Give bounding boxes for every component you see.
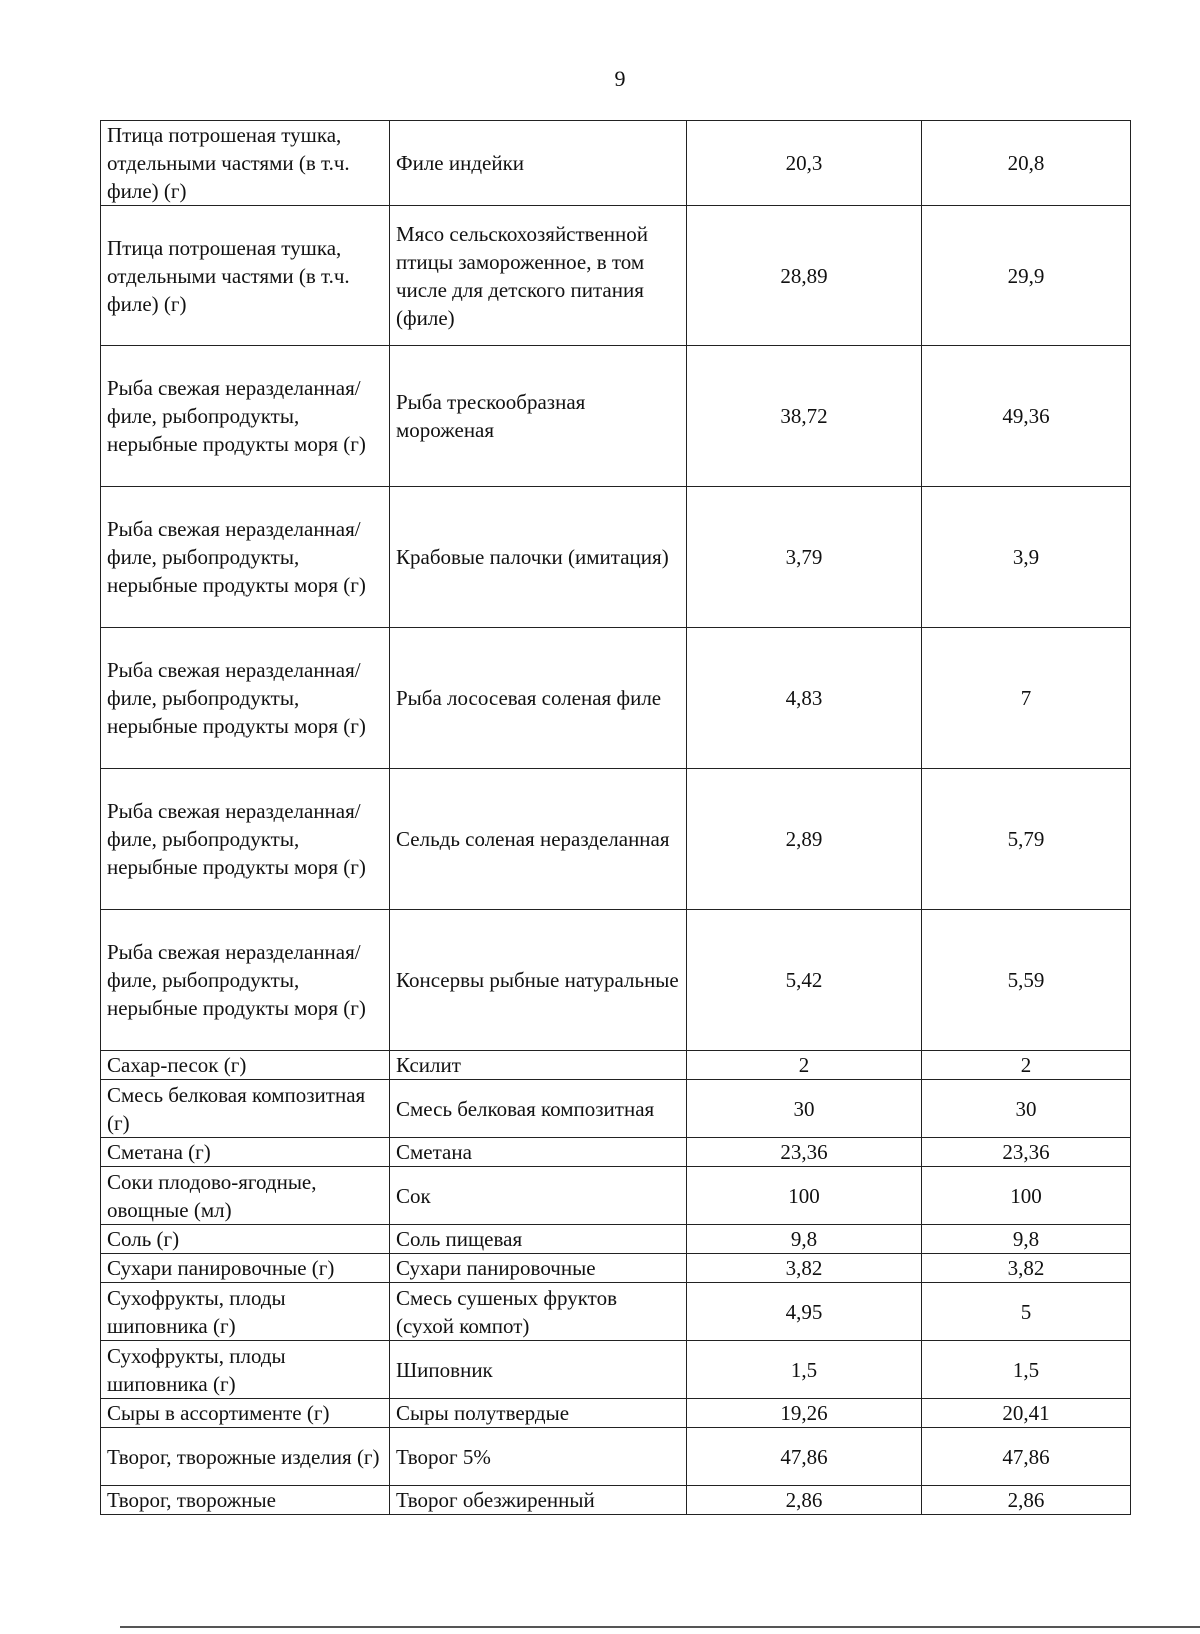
table-row	[101, 1051, 1131, 1080]
table-row	[101, 1138, 1131, 1167]
value1-cell: 23,36	[687, 1138, 922, 1167]
value2-cell: 20,8	[922, 121, 1131, 206]
value2-cell: 2	[922, 1051, 1131, 1080]
product-cell: Филе индейки	[390, 121, 687, 206]
value1-cell: 3,79	[687, 487, 922, 628]
category-cell: Рыба свежая неразделанная/филе, рыбопродукты, нерыбные продукты моря (г)	[101, 487, 390, 628]
value2-cell: 29,9	[922, 206, 1131, 346]
value1-cell: 100	[687, 1167, 922, 1225]
table-row	[101, 1254, 1131, 1283]
value1-cell: 5,42	[687, 910, 922, 1051]
value2-cell: 49,36	[922, 346, 1131, 487]
product-cell: Сухари панировочные	[390, 1254, 687, 1283]
product-cell: Соль пищевая	[390, 1225, 687, 1254]
product-cell: Смесь белковая композитная	[390, 1080, 687, 1138]
value2-cell: 30	[922, 1080, 1131, 1138]
product-cell: Сметана	[390, 1138, 687, 1167]
product-cell: Ксилит	[390, 1051, 687, 1080]
value1-cell: 9,8	[687, 1225, 922, 1254]
category-cell: Рыба свежая неразделанная/филе, рыбопродукты, нерыбные продукты моря (г)	[101, 769, 390, 910]
category-cell: Сухофрукты, плоды шиповника (г)	[101, 1283, 390, 1341]
category-cell: Сухофрукты, плоды шиповника (г)	[101, 1341, 390, 1399]
category-cell: Сахар-песок (г)	[101, 1051, 390, 1080]
value2-cell: 5	[922, 1283, 1131, 1341]
category-cell: Рыба свежая неразделанная/филе, рыбопродукты, нерыбные продукты моря (г)	[101, 346, 390, 487]
table-row	[101, 1283, 1131, 1341]
table-row	[101, 1428, 1131, 1486]
value1-cell: 47,86	[687, 1428, 922, 1486]
table-row	[101, 628, 1131, 769]
product-cell: Консервы рыбные натуральные	[390, 910, 687, 1051]
value2-cell: 3,82	[922, 1254, 1131, 1283]
table-row	[101, 487, 1131, 628]
table-row	[101, 1341, 1131, 1399]
value2-cell: 2,86	[922, 1486, 1131, 1515]
value1-cell: 19,26	[687, 1399, 922, 1428]
product-cell: Сок	[390, 1167, 687, 1225]
value2-cell: 5,79	[922, 769, 1131, 910]
page-number: 9	[614, 66, 626, 91]
value1-cell: 2	[687, 1051, 922, 1080]
category-cell: Сыры в ассортименте (г)	[101, 1399, 390, 1428]
value2-cell: 23,36	[922, 1138, 1131, 1167]
value1-cell: 4,95	[687, 1283, 922, 1341]
value2-cell: 3,9	[922, 487, 1131, 628]
product-cell: Смесь сушеных фруктов (сухой компот)	[390, 1283, 687, 1341]
category-cell: Смесь белковая композитная (г)	[101, 1080, 390, 1138]
product-cell: Рыба трескообразная мороженая	[390, 346, 687, 487]
value1-cell: 28,89	[687, 206, 922, 346]
product-cell: Мясо сельскохозяйственной птицы замороженное, в том числе для детского питания (филе)	[390, 206, 687, 346]
scan-bottom-rule	[120, 1626, 1200, 1628]
value1-cell: 20,3	[687, 121, 922, 206]
category-cell: Птица потрошеная тушка, отдельными частями (в т.ч. филе) (г)	[101, 121, 390, 206]
category-cell: Соки плодово-ягодные, овощные (мл)	[101, 1167, 390, 1225]
table-row	[101, 121, 1131, 206]
product-cell: Рыба лососевая соленая филе	[390, 628, 687, 769]
product-cell: Творог 5%	[390, 1428, 687, 1486]
category-cell: Сметана (г)	[101, 1138, 390, 1167]
value1-cell: 2,89	[687, 769, 922, 910]
product-cell: Творог обезжиренный	[390, 1486, 687, 1515]
table-row	[101, 1399, 1131, 1428]
table-row	[101, 1225, 1131, 1254]
value1-cell: 3,82	[687, 1254, 922, 1283]
category-cell: Творог, творожные	[101, 1486, 390, 1515]
table-row	[101, 206, 1131, 346]
value1-cell: 38,72	[687, 346, 922, 487]
product-cell: Сыры полутвердые	[390, 1399, 687, 1428]
value2-cell: 20,41	[922, 1399, 1131, 1428]
value2-cell: 47,86	[922, 1428, 1131, 1486]
value2-cell: 5,59	[922, 910, 1131, 1051]
table-row	[101, 1167, 1131, 1225]
category-cell: Сухари панировочные (г)	[101, 1254, 390, 1283]
value1-cell: 30	[687, 1080, 922, 1138]
value2-cell: 9,8	[922, 1225, 1131, 1254]
category-cell: Птица потрошеная тушка, отдельными частями (в т.ч. филе) (г)	[101, 206, 390, 346]
value2-cell: 100	[922, 1167, 1131, 1225]
value1-cell: 4,83	[687, 628, 922, 769]
table-row	[101, 910, 1131, 1051]
table-row	[101, 1486, 1131, 1515]
value2-cell: 7	[922, 628, 1131, 769]
product-cell: Крабовые палочки (имитация)	[390, 487, 687, 628]
value1-cell: 1,5	[687, 1341, 922, 1399]
product-cell: Шиповник	[390, 1341, 687, 1399]
nutrition-table	[100, 120, 1131, 1515]
category-cell: Творог, творожные изделия (г)	[101, 1428, 390, 1486]
category-cell: Соль (г)	[101, 1225, 390, 1254]
category-cell: Рыба свежая неразделанная/филе, рыбопродукты, нерыбные продукты моря (г)	[101, 910, 390, 1051]
category-cell: Рыба свежая неразделанная/филе, рыбопродукты, нерыбные продукты моря (г)	[101, 628, 390, 769]
table-row	[101, 769, 1131, 910]
value2-cell: 1,5	[922, 1341, 1131, 1399]
value1-cell: 2,86	[687, 1486, 922, 1515]
table-row	[101, 346, 1131, 487]
table-row	[101, 1080, 1131, 1138]
product-cell: Сельдь соленая неразделанная	[390, 769, 687, 910]
